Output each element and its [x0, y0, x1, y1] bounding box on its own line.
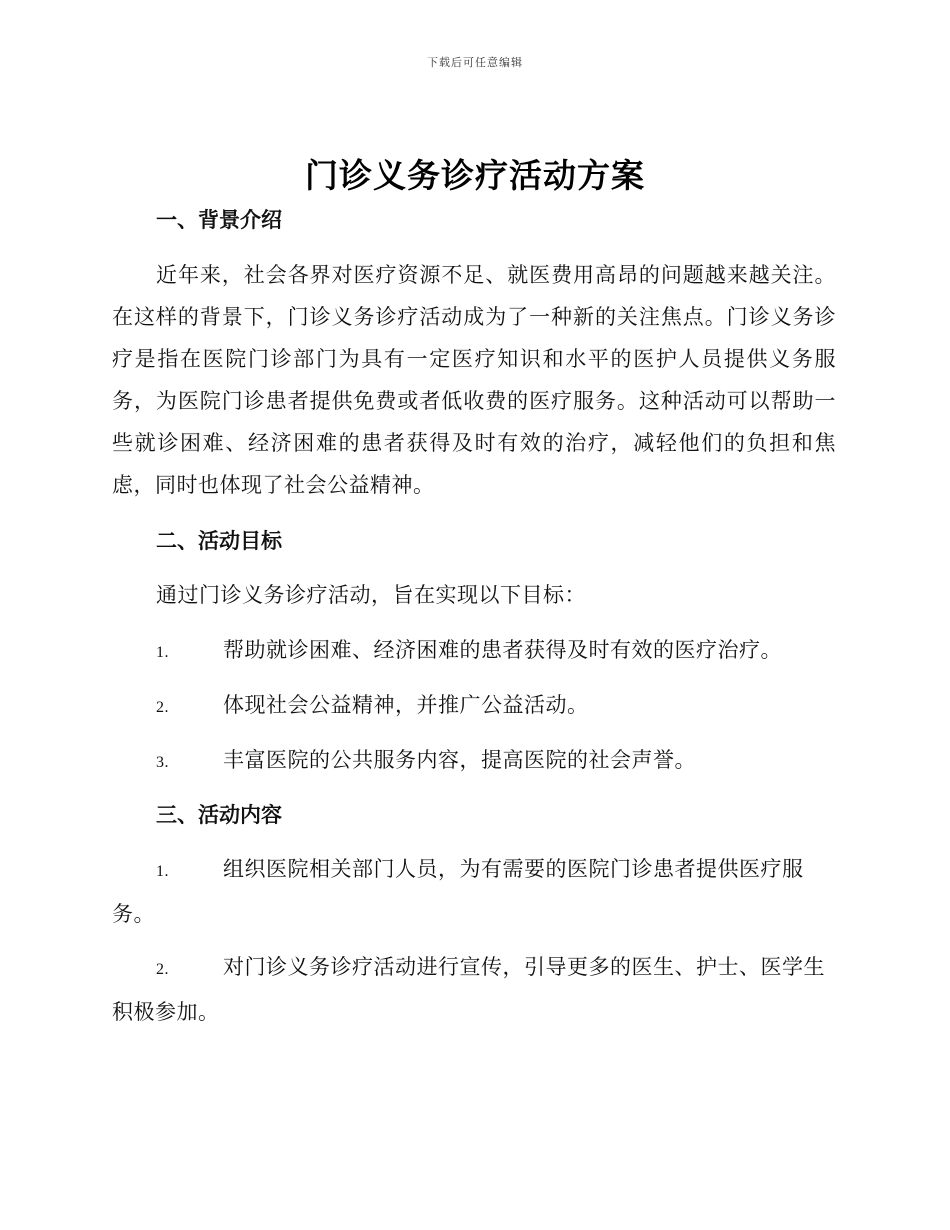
section-background-body — [112, 254, 836, 506]
list-text: 丰富医院的公共服务内容，提高医院的社会声誉。 — [223, 748, 696, 772]
section-goals — [112, 527, 836, 555]
list-item — [112, 684, 836, 729]
list-number: 2. — [156, 961, 169, 978]
goal-item-1 — [112, 629, 836, 674]
list-number: 1. — [156, 644, 169, 661]
header-note: 下载后可任意编辑 — [427, 56, 523, 69]
list-number: 2. — [156, 699, 169, 716]
list-item — [112, 739, 836, 784]
content-item-1 — [112, 848, 836, 935]
list-item — [112, 848, 836, 935]
list-number: 1. — [156, 863, 169, 880]
list-text: 帮助就诊困难、经济困难的患者获得及时有效的医疗治疗。 — [223, 638, 782, 662]
section-content — [112, 801, 836, 829]
list-item — [112, 946, 836, 1033]
list-text: 对门诊义务诊疗活动进行宣传，引导更多的医生、护士、医学生积极参加。 — [112, 955, 825, 1024]
goal-item-2 — [112, 684, 836, 729]
background-paragraph: 近年来，社会各界对医疗资源不足、就医费用高昂的问题越来越关注。在这样的背景下，门诊义务诊疗活动成为了一种新的关注焦点。门诊义务诊疗是指在医院门诊部门为具有一定医疗知识和水平的医护人员提供义务服务，为医院门诊患者提供免费或者低收费的医疗服务。这种活动可以帮助一些就诊困难、经济困难的患者获得及时有效的治疗，减轻他们的负担和焦虑，同时也体现了社会公益精神。 — [112, 263, 836, 497]
document-title: 门诊义务诊疗活动方案 — [305, 156, 645, 195]
list-number: 3. — [156, 754, 169, 771]
list-item — [112, 629, 836, 674]
section-heading: 一、背景介绍 — [156, 208, 282, 232]
goals-intro-block — [112, 574, 836, 616]
list-text: 组织医院相关部门人员，为有需要的医院门诊患者提供医疗服务。 — [112, 857, 804, 926]
list-text: 体现社会公益精神，并推广公益活动。 — [223, 693, 589, 717]
section-heading: 三、活动内容 — [156, 803, 282, 827]
goal-item-3 — [112, 739, 836, 784]
section-background — [112, 206, 836, 234]
content-item-2 — [112, 946, 836, 1033]
goals-intro: 通过门诊义务诊疗活动，旨在实现以下目标： — [156, 583, 586, 607]
section-heading: 二、活动目标 — [156, 529, 282, 553]
